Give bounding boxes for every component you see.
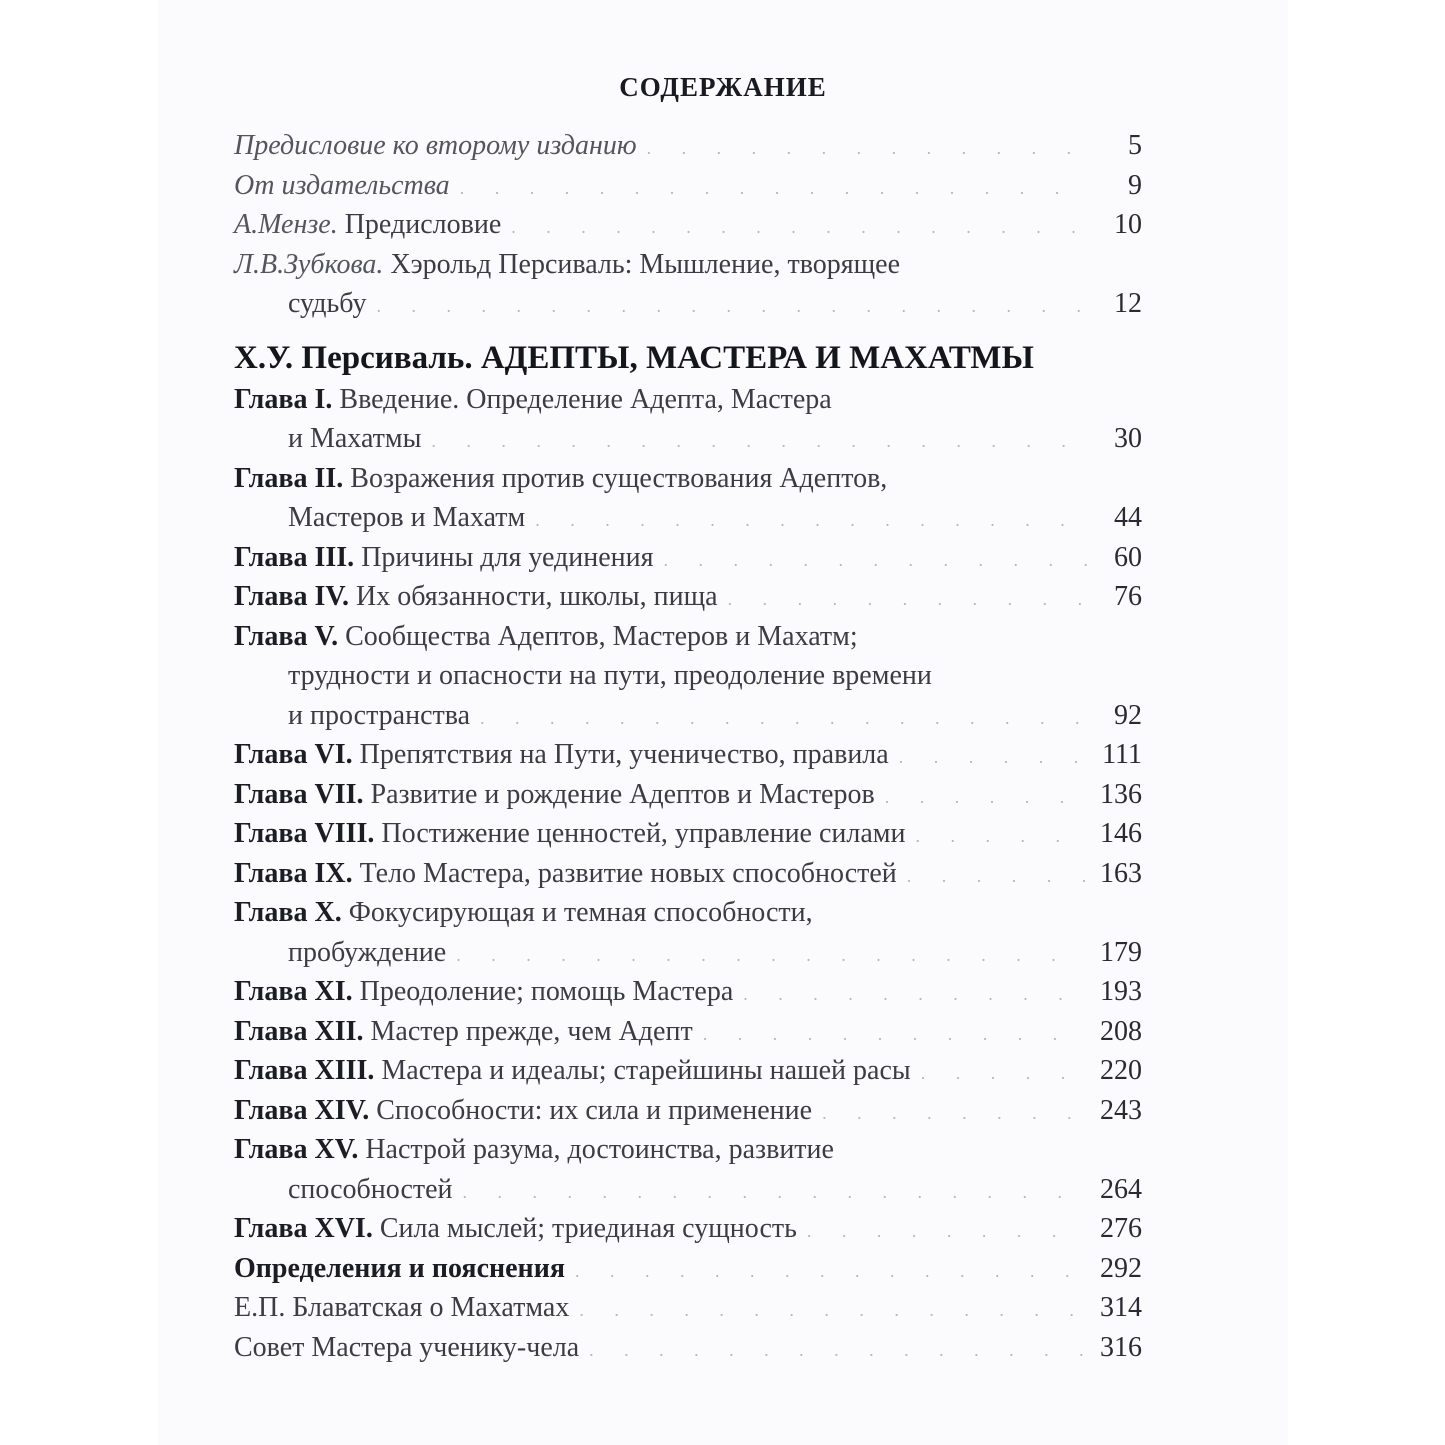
page-number: 264 <box>1100 1173 1142 1205</box>
chapter-label: Глава V. <box>234 620 339 652</box>
chapter-title: Тело Мастера, развитие новых способностей <box>359 857 897 889</box>
toc-chapter-5-cont <box>234 656 1142 696</box>
entry-author: Л.В.Зубкова. <box>234 248 384 280</box>
chapter-label: Глава XV. <box>234 1134 359 1165</box>
chapter-title: Развитие и рождение Адептов и Мастеров <box>370 778 875 810</box>
toc-chapter-11 <box>234 972 1142 1012</box>
chapter-label: Глава IV. <box>234 581 349 612</box>
toc-entry-zubkova-essay-cont <box>234 284 1142 324</box>
entry-title: От издательства <box>234 169 450 201</box>
chapter-title: Сообщества Адептов, Мастеров и Махатм; <box>345 620 858 652</box>
chapter-title: Мастер прежде, чем Адепт <box>370 1015 693 1047</box>
entry-title: Предисловие ко второму изданию <box>234 130 637 161</box>
dot-leader <box>460 169 1088 209</box>
page-number: 136 <box>1100 778 1142 810</box>
toc-chapter-5-cont2 <box>234 696 1142 736</box>
page-number: 60 <box>1114 541 1142 573</box>
toc-chapter-5 <box>234 617 1142 657</box>
chapter-label: Глава XIV. <box>234 1094 370 1126</box>
chapter-label: Глава XIII. <box>234 1055 375 1086</box>
toc-chapter-7 <box>234 775 1142 815</box>
chapter-title: Препятствия на Пути, ученичество, правила <box>359 739 889 770</box>
chapter-title-continuation: Мастеров и Махатм <box>288 502 526 533</box>
dot-leader <box>899 738 1088 778</box>
toc-chapter-6 <box>234 735 1142 775</box>
toc-chapter-16 <box>234 1209 1142 1249</box>
entry-title-continuation: судьбу <box>288 288 367 319</box>
chapter-title-continuation: трудности и опасности на пути, преодоление времени <box>288 660 932 691</box>
toc-entry-master-advice <box>234 1328 1142 1368</box>
chapter-label: Глава XVI. <box>234 1213 373 1244</box>
toc-chapter-2-cont <box>234 498 1142 538</box>
page-number: 9 <box>1128 169 1142 201</box>
toc-chapter-12 <box>234 1012 1142 1052</box>
dot-leader <box>589 1331 1086 1371</box>
chapter-label: Глава X. <box>234 897 342 928</box>
dot-leader <box>664 541 1088 581</box>
toc-chapter-10-cont <box>234 933 1142 973</box>
dot-leader <box>916 817 1086 857</box>
chapter-title: Настрой разума, достоинства, развитие <box>365 1134 834 1165</box>
toc-chapter-13 <box>234 1051 1142 1091</box>
page-number: 179 <box>1100 936 1142 968</box>
toc-entry-zubkova-essay <box>234 245 1142 285</box>
chapter-label: Глава VI. <box>234 739 353 770</box>
toc-chapter-10 <box>234 893 1142 933</box>
page-number: 292 <box>1100 1252 1142 1284</box>
page-number: 12 <box>1114 288 1142 319</box>
toc-chapter-14 <box>234 1091 1142 1131</box>
toc-chapter-4 <box>234 577 1142 617</box>
page-number: 208 <box>1100 1015 1142 1047</box>
chapter-label: Глава IX. <box>234 857 353 889</box>
toc-entry-menze-foreword <box>234 205 1142 245</box>
page-number: 5 <box>1128 130 1142 161</box>
page-number: 243 <box>1100 1094 1142 1126</box>
entry-title: Хэрольд Персиваль: Мышление, творящее <box>390 248 901 280</box>
chapter-label: Глава VII. <box>234 778 364 810</box>
toc-chapter-1 <box>234 380 1142 420</box>
dot-leader <box>743 975 1086 1015</box>
chapter-title: Введение. Определение Адепта, Мастера <box>339 383 832 415</box>
page-number: 76 <box>1114 581 1142 612</box>
dot-leader <box>535 501 1088 541</box>
dot-leader <box>511 208 1088 248</box>
dot-leader <box>907 857 1086 897</box>
table-of-contents <box>234 126 1142 1367</box>
toc-entry-definitions <box>234 1249 1142 1289</box>
dot-leader <box>728 580 1088 620</box>
page-number: 146 <box>1100 818 1142 849</box>
page-number: 163 <box>1100 857 1142 889</box>
dot-leader <box>575 1252 1086 1292</box>
page-number: 30 <box>1114 423 1142 454</box>
toc-chapter-3 <box>234 538 1142 578</box>
entry-title: Совет Мастера ученику-чела <box>234 1331 580 1363</box>
toc-chapter-8 <box>234 814 1142 854</box>
toc-chapter-15 <box>234 1130 1142 1170</box>
page-number: 193 <box>1100 976 1142 1007</box>
page-number: 316 <box>1100 1331 1142 1363</box>
toc-chapter-9 <box>234 854 1142 894</box>
dot-leader <box>456 936 1086 976</box>
entry-author: А.Мензе. <box>234 209 338 240</box>
chapter-title: Причины для уединения <box>361 541 654 573</box>
chapter-title: Сила мыслей; триединая сущность <box>379 1213 797 1244</box>
chapter-label: Глава I. <box>234 383 333 415</box>
section-heading: Х.У. Персиваль. АДЕПТЫ, МАСТЕРА И МАХАТМЫ <box>234 339 1034 376</box>
toc-entry-from-publisher <box>234 166 1142 206</box>
chapter-title: Постижение ценностей, управление силами <box>381 818 906 849</box>
page-number: 220 <box>1100 1055 1142 1086</box>
entry-title: Е.П. Блаватская о Махатмах <box>234 1292 570 1323</box>
dot-leader <box>579 1291 1086 1331</box>
page-number: 276 <box>1100 1213 1142 1244</box>
book-page <box>158 0 1288 1445</box>
page-number: 44 <box>1114 502 1142 533</box>
chapter-label: Глава XII. <box>234 1015 364 1047</box>
page-title: СОДЕРЖАНИЕ <box>619 72 827 102</box>
chapter-label: Глава XI. <box>234 976 353 1007</box>
toc-chapter-2 <box>234 459 1142 499</box>
entry-title: Предисловие <box>344 209 502 240</box>
dot-leader <box>377 287 1089 327</box>
chapter-title-continuation: и пространства <box>288 699 471 731</box>
entry-title: Определения и пояснения <box>234 1252 565 1284</box>
dot-leader <box>921 1054 1086 1094</box>
dot-leader <box>885 778 1086 818</box>
toc-entry-foreword-second-edition <box>234 126 1142 166</box>
page-number: 314 <box>1100 1292 1142 1323</box>
toc-entry-blavatsky <box>234 1288 1142 1328</box>
page-number: 92 <box>1114 699 1142 731</box>
chapter-title: Преодоление; помощь Мастера <box>359 976 734 1007</box>
page-number: 10 <box>1114 209 1142 240</box>
page-number: 111 <box>1102 739 1142 770</box>
dot-leader <box>703 1015 1086 1055</box>
chapter-title: Их обязанности, школы, пища <box>356 581 718 612</box>
toc-chapter-15-cont <box>234 1170 1142 1210</box>
dot-leader <box>647 129 1088 169</box>
chapter-title-continuation: пробуждение <box>288 936 447 968</box>
dot-leader <box>480 699 1088 739</box>
dot-leader <box>822 1094 1086 1134</box>
chapter-label: Глава III. <box>234 541 355 573</box>
chapter-title-continuation: способностей <box>288 1173 453 1205</box>
chapter-title: Фокусирующая и темная способности, <box>348 897 813 928</box>
chapter-title: Мастера и идеалы; старейшины нашей расы <box>381 1055 911 1086</box>
dot-leader <box>807 1212 1086 1252</box>
dot-leader <box>463 1173 1086 1213</box>
dot-leader <box>431 422 1088 462</box>
chapter-label: Глава II. <box>234 462 344 494</box>
toc-chapter-1-cont <box>234 419 1142 459</box>
chapter-title-continuation: и Махатмы <box>288 423 422 454</box>
chapter-label: Глава VIII. <box>234 818 375 849</box>
chapter-title: Способности: их сила и применение <box>376 1094 813 1126</box>
chapter-title: Возражения против существования Адептов, <box>350 462 888 494</box>
